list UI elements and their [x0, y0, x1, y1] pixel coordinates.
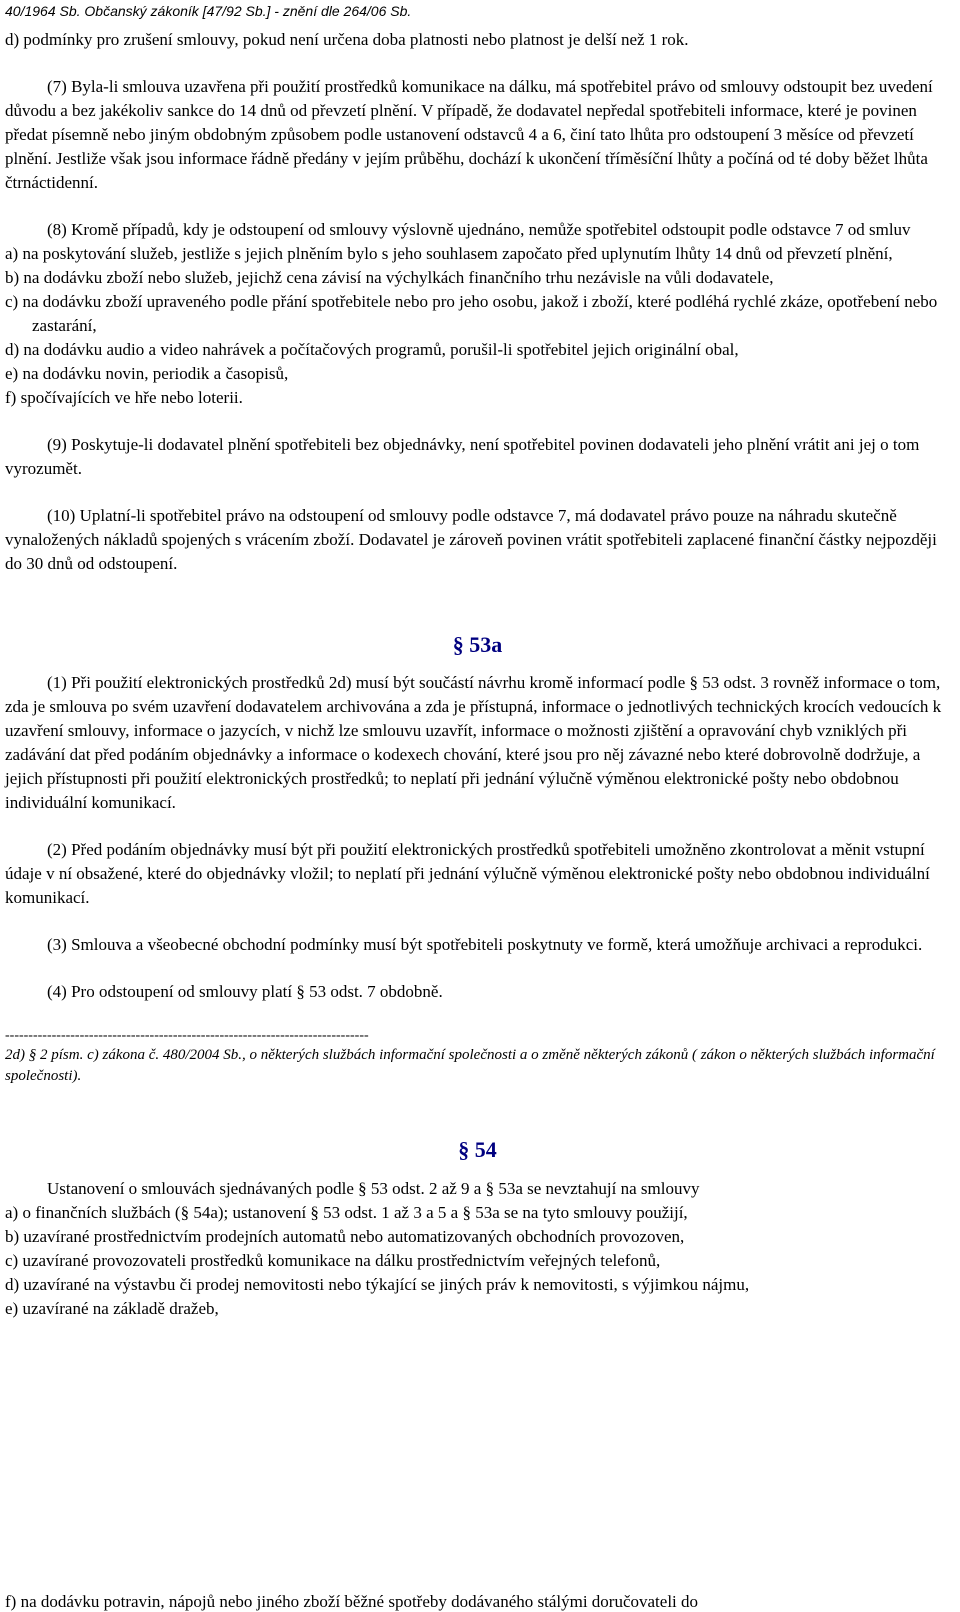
item-d-contract-termination: d) podmínky pro zrušení smlouvy, pokud není určena doba platnosti nebo platnost je delší než 1 rok.: [5, 30, 689, 49]
paragraph-8-item-f: f) spočívajících ve hře nebo loterii.: [5, 388, 243, 407]
paragraph-8-item-b: b) na dodávku zboží nebo služeb, jejichž cena závisí na výchylkách finančního trhu nezávisle na vůli dodavatele,: [5, 268, 774, 287]
section-53a-paragraph-3: (3) Smlouva a všeobecné obchodní podmínky musí být spotřebiteli poskytnuty ve formě, která umožňuje archivaci a reprodukci.: [47, 935, 923, 954]
section-54-item-e: e) uzavírané na základě dražeb,: [5, 1299, 219, 1318]
paragraph-8-item-c: c) na dodávku zboží upraveného podle přání spotřebitele nebo pro jeho osobu, jakož i zboží, které podléhá rychlé zkáze, opotřebení nebo zastarání,: [5, 292, 938, 335]
section-53a-paragraph-4: (4) Pro odstoupení od smlouvy platí § 53 odst. 7 obdobně.: [47, 982, 443, 1001]
paragraph-7: (7) Byla-li smlouva uzavřena při použití prostředků komunikace na dálku, má spotřebitel právo od smlouvy odstoupit bez uvedení důvodu a bez jakékoliv sankce do 14 dnů od převzetí plnění. V případě, že dodavatel nepředal spotřebiteli informace, které je povinen předat písemně nebo jiným obdobným způsobem podle ustanovení odstavců 4 a 6, činí tato lhůta pro odstoupení 3 měsíce od převzetí plnění. Jestliže však jsou informace řádně předány v jejím průběhu, dochází k ukončení tříměsíční lhůty a počíná od té doby běžet lhůta čtrnáctidenní.: [5, 77, 933, 192]
section-54-item-d: d) uzavírané na výstavbu či prodej nemovitosti nebo týkající se jiných práv k nemovitosti, s výjimkou nájmu,: [5, 1275, 750, 1294]
footnote-2d: 2d) § 2 písm. c) zákona č. 480/2004 Sb., o některých službách informační společnosti a o změně některých zákonů ( zákon o některých službách informační společnosti).: [5, 1047, 935, 1084]
section-53a-paragraph-1: (1) Při použití elektronických prostředků 2d) musí být součástí návrhu kromě informací podle § 53 odst. 3 rovněž informace o tom, zda je smlouva po svém uzavření dodavatelem archivována a zda je přístupná, informace o jednotlivých technických krocích vedoucích k uzavření smlouvy, informace o jazycích, v nichž lze smlouvu uzavřít, informace o možnosti zjištění a opravování chyb vzniklých při zadávání dat před podáním objednávky a informace o kodexech chování, které jsou pro něj závazné nebo které dobrovolně dodržuje, a jejich přístupnosti při použití elektronických prostředků; to neplatí při jednání výlučně výměnou elektronické pošty nebo obdobnou individuální komunikací.: [5, 673, 942, 812]
section-54-item-c: c) uzavírané provozovateli prostředků komunikace na dálku prostřednictvím veřejných telefonů,: [5, 1251, 661, 1270]
section-54-item-a: a) o finančních službách (§ 54a); ustanovení § 53 odst. 1 až 3 a 5 a § 53a se na tyto smlouvy použijí,: [5, 1203, 688, 1222]
paragraph-8-item-d: d) na dodávku audio a video nahrávek a počítačových programů, porušil-li spotřebitel jejich originální obal,: [5, 340, 739, 359]
paragraph-10: (10) Uplatní-li spotřebitel právo na odstoupení od smlouvy podle odstavce 7, má dodavatel právo pouze na náhradu skutečně vynaložených nákladů spojených s vrácením zboží. Dodavatel je zároveň povinen vrátit spotřebiteli zaplacené finanční částky nejpozději do 30 dnů od odstoupení.: [5, 506, 937, 573]
document-body: [5, 28, 950, 1321]
section-54-item-b: b) uzavírané prostřednictvím prodejních automatů nebo automatizovaných obchodních provozoven,: [5, 1227, 685, 1246]
section-54-heading: § 54: [458, 1137, 497, 1162]
footnote-separator: ------------------------------------------------------------------------------: [5, 1028, 369, 1043]
document-header: 40/1964 Sb. Občanský zákoník [47/92 Sb.] - znění dle 264/06 Sb.: [5, 3, 412, 19]
paragraph-9: (9) Poskytuje-li dodavatel plnění spotřebiteli bez objednávky, není spotřebitel povinen dodavateli jeho plnění vrátit ani jej o tom vyrozumět.: [5, 435, 920, 478]
paragraph-8-item-e: e) na dodávku novin, periodik a časopisů,: [5, 364, 289, 383]
cut-off-line-container: [0, 1594, 960, 1612]
paragraph-8-item-a: a) na poskytování služeb, jestliže s jejich plněním bylo s jeho souhlasem započato před uplynutím lhůty 14 dnů od převzetí plnění,: [5, 244, 893, 263]
section-54-intro: Ustanovení o smlouvách sjednávaných podle § 53 odst. 2 až 9 a § 53a se nevztahují na smlouvy: [47, 1179, 700, 1198]
section-53a-paragraph-2: (2) Před podáním objednávky musí být při použití elektronických prostředků spotřebiteli umožněno zkontrolovat a měnit vstupní údaje v ní obsažené, které do objednávky vložil; to neplatí při jednání výlučně výměnou elektronické pošty nebo obdobnou individuální komunikací.: [5, 840, 930, 907]
section-54-item-f-cut: f) na dodávku potravin, nápojů nebo jiného zboží běžné spotřeby dodávaného stálými doručovateli do: [5, 1594, 699, 1611]
paragraph-8-intro: (8) Kromě případů, kdy je odstoupení od smlouvy výslovně ujednáno, nemůže spotřebitel odstoupit podle odstavce 7 od smluv: [47, 220, 911, 239]
section-53a-heading: § 53a: [452, 632, 503, 657]
